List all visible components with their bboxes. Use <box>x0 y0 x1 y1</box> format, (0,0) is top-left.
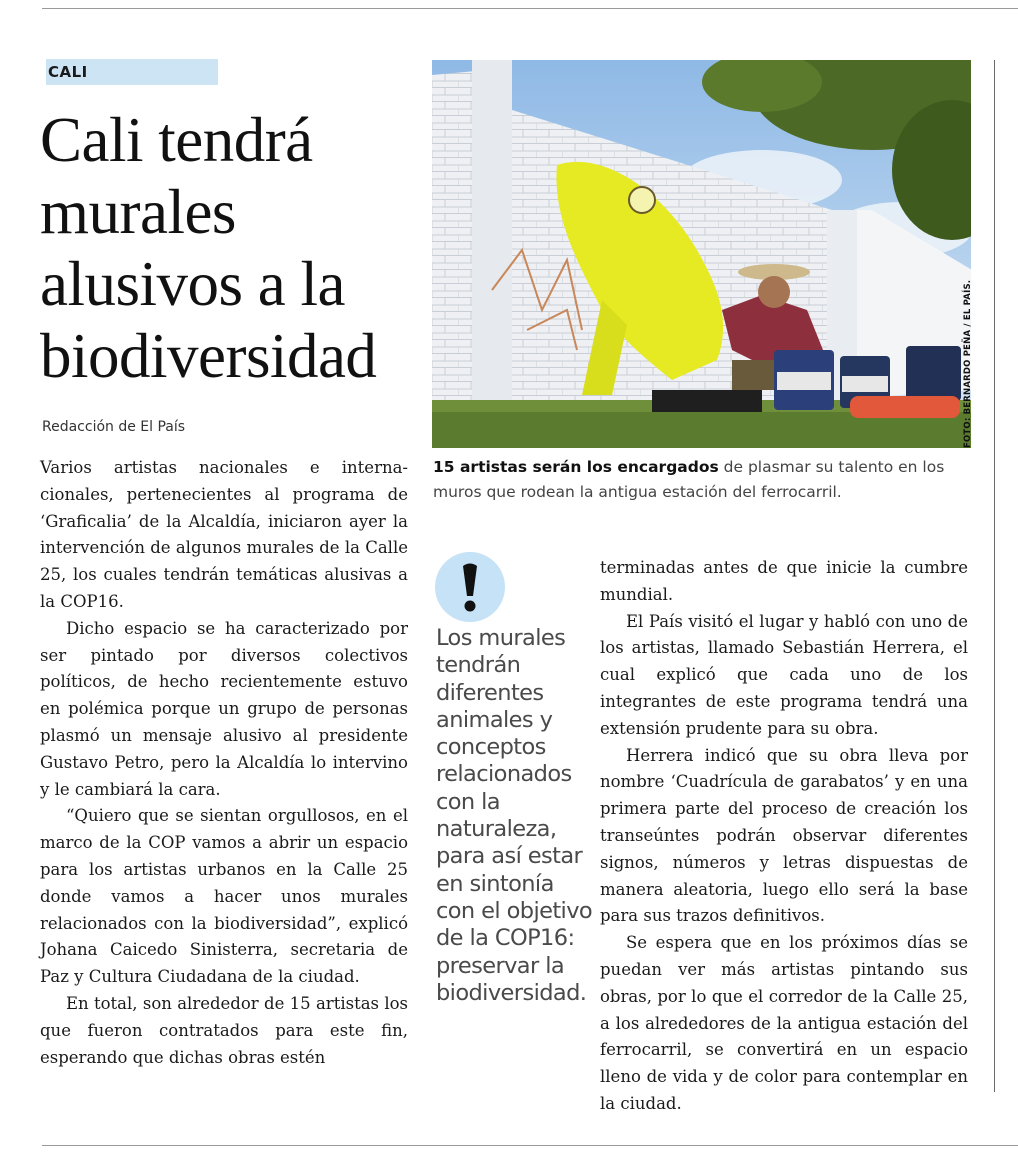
body-column-1 <box>40 455 408 1071</box>
paragraph: “Quiero que se sientan orgullosos, en el marco de la COP vamos a abrir un espacio para los artistas urbanos en la Calle 25 donde vamos a hacer unos murales relacionados con la biodiversidad”, explicó Johana Caicedo Sinisterra, secretaria de Paz y Cultura Ciudadana de la ciudad. <box>40 806 408 987</box>
photo-caption <box>433 455 973 505</box>
body-column-2 <box>600 555 968 1118</box>
paragraph: Dicho espacio se ha caracterizado por ser pintado por diversos colectivos políticos, de hecho recientemente estuvo en polémica porque un grupo de personas plasmó un mensaje alusivo al presidente Gustavo Petro, pero la Alcaldía lo intervino y le cambiará la cara. <box>40 618 408 799</box>
caption-text: de plasmar su talento en los muros que rodean la antigua estación del ferrocarril. <box>433 458 945 501</box>
top-rule <box>42 8 1018 9</box>
caption-lead: 15 artistas serán los encargados <box>433 458 719 476</box>
paragraph: Herrera indicó que su obra lleva por nombre ‘Cuadrícula de garabatos’ y en una primera parte del proceso de creación los transeúntes podrán observar diferentes signos, números y letras dispuestas de manera aleatoria, luego ello será la base para sus trazos definitivos. <box>600 745 968 926</box>
paragraph: Se espera que en los próximos días se puedan ver más artistas pintando sus obras, por lo que el corredor de la Calle 25, a los alrededores de la antigua estación del ferrocarril, se convertirá en un espacio lleno de vida y de color para contemplar en la ciudad. <box>600 933 968 1113</box>
paragraph: El País visitó el lugar y habló con uno de los artistas, llamado Sebastián Herrera, el cual explicó que cada uno de los integrantes de este programa tendrá una extensión prudente para su obra. <box>600 611 968 738</box>
pull-quote: Los murales tendrán diferentes animales y conceptos relacionados con la naturaleza, para así estar en sintonía con el objetivo de la COP16: preservar la biodiversidad. <box>436 625 593 1006</box>
paragraph: terminadas antes de que inicie la cumbre mundial. <box>600 558 968 604</box>
headline: Cali tendrá murales alusivos a la biodiversidad <box>40 105 377 391</box>
mural-photo <box>432 60 971 448</box>
section-tag: CALI <box>46 59 218 85</box>
paragraph: En total, son alrededor de 15 artistas los que fueron contratados para este fin, esperando que dichas obras estén <box>40 993 408 1067</box>
byline: Redacción de El País <box>42 419 186 435</box>
column-divider <box>994 60 995 1092</box>
photo-credit: FOTO: BERNARDO PEÑA / EL PAÍS. <box>963 279 973 448</box>
exclamation-icon <box>435 552 505 622</box>
bottom-rule <box>42 1145 1018 1146</box>
paragraph: Varios artistas nacionales e internacionales, pertenecientes al programa de ‘Graficalia’ de la Alcaldía, iniciaron ayer la intervención de algunos murales de la Calle 25, los cuales tendrán temáticas alusivas a la COP16. <box>40 458 408 611</box>
